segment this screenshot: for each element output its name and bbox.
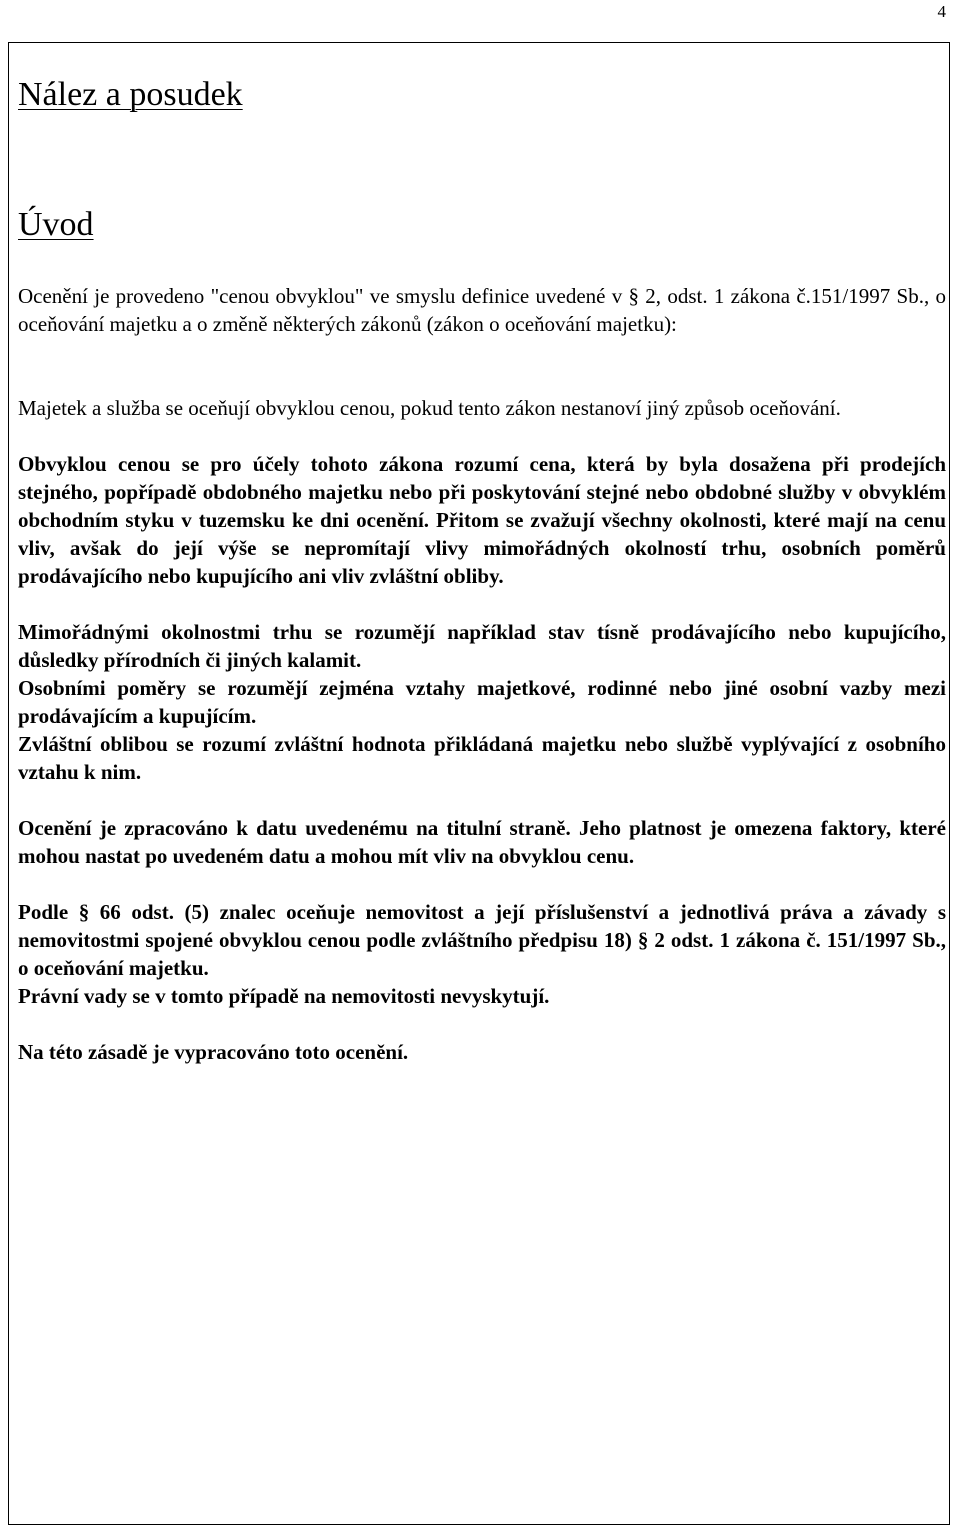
main-heading: Nález a posudek <box>18 76 243 113</box>
closing-paragraph: Na této zásadě je vypracováno toto ocenění. <box>18 1040 409 1064</box>
valuation-date-paragraph: Ocenění je zpracováno k datu uvedenému na titulní straně. Jeho platnost je omezena faktory, které mohou nastat po uvedeném datu a mohou mít vliv na obvyklou cenu. <box>18 816 946 868</box>
legal-basis-paragraph: Podle § 66 odst. (5) znalec oceňuje nemovitost a její příslušenství a jednotlivá práva a závady s nemovitostmi spojené obvyklou cenou podle zvláštního předpisu 18) § 2 odst. 1 zákona č. 151/1997 Sb., o oceňování majetku. <box>18 900 946 980</box>
page-number: 4 <box>937 2 946 21</box>
intro-paragraph: Ocenění je provedeno "cenou obvyklou" ve smyslu definice uvedené v § 2, odst. 1 zákona č.151/1997 Sb., o oceňování majetku a o změně některých zákonů (zákon o oceňování majetku): <box>18 284 946 336</box>
legal-defects-paragraph: Právní vady se v tomto případě na nemovitosti nevyskytují. <box>18 984 550 1008</box>
special-favour-definition: Zvláštní oblibou se rozumí zvláštní hodnota přikládaná majetku nebo službě vyplývající z osobního vztahu k nim. <box>18 732 946 784</box>
usual-price-definition: Obvyklou cenou se pro účely tohoto zákona rozumí cena, která by byla dosažena při prodejích stejného, popřípadě obdobného majetku nebo při poskytování stejné nebo obdobné služby v obvyklém obchodním styku v tuzemsku ke dni ocenění. Přitom se zvažují všechny okolnosti, které mají na cenu vliv, avšak do její výše se nepromítají vlivy mimořádných okolností trhu, osobních poměrů prodávajícího nebo kupujícího ani vliv zvláštní obliby. <box>18 452 946 588</box>
valuation-rule-paragraph: Majetek a služba se oceňují obvyklou cenou, pokud tento zákon nestanoví jiný způsob oceňování. <box>18 396 841 420</box>
extraordinary-circumstances-definition: Mimořádnými okolnostmi trhu se rozumějí například stav tísně prodávajícího nebo kupujícího, důsledky přírodních či jiných kalamit. <box>18 620 946 672</box>
intro-heading: Úvod <box>18 206 94 243</box>
personal-relations-definition: Osobními poměry se rozumějí zejména vztahy majetkové, rodinné nebo jiné osobní vazby mezi prodávajícím a kupujícím. <box>18 676 946 728</box>
